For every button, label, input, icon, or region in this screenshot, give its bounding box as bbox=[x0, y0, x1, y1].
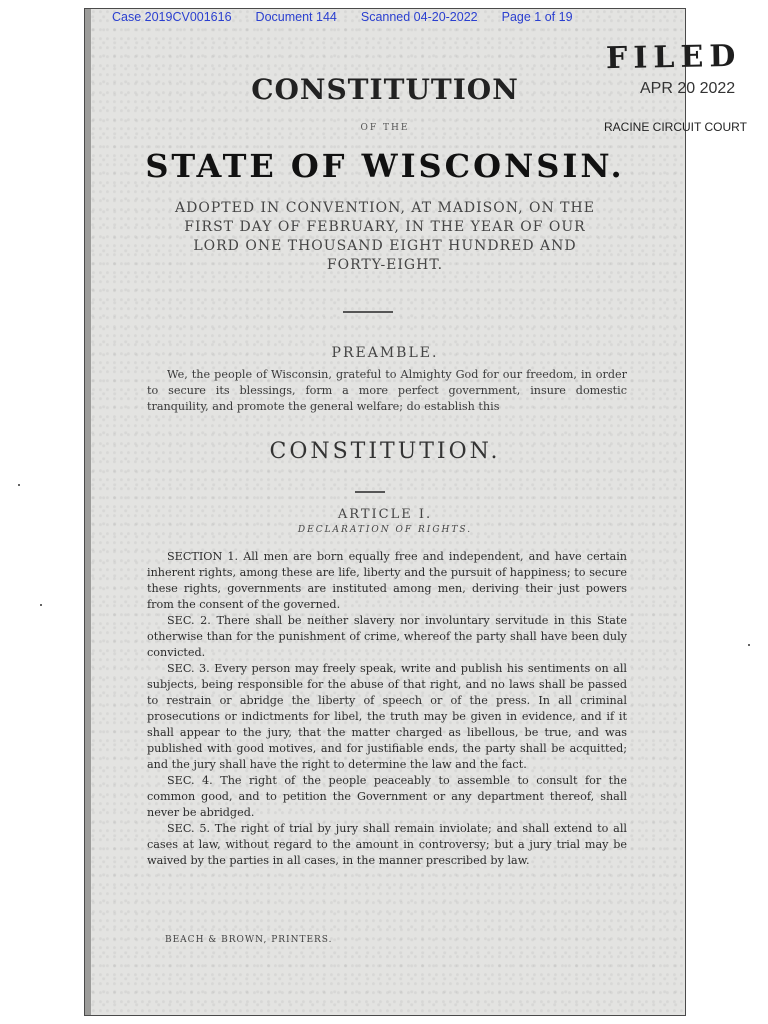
declaration-heading: DECLARATION OF RIGHTS. bbox=[297, 525, 473, 535]
preamble-heading: PREAMBLE. bbox=[331, 345, 439, 361]
scan-speck bbox=[748, 644, 750, 646]
printer-imprint: BEACH & BROWN, PRINTERS. bbox=[165, 935, 333, 945]
divider-rule bbox=[355, 491, 385, 493]
state-title: STATE OF WISCONSIN. bbox=[145, 147, 625, 185]
article-body bbox=[147, 549, 627, 869]
filed-court: RACINE CIRCUIT COURT bbox=[604, 120, 747, 134]
article-heading: ARTICLE I. bbox=[337, 507, 433, 522]
page-indicator: Page 1 of 19 bbox=[501, 10, 573, 24]
scanned-date: Scanned 04-20-2022 bbox=[360, 10, 478, 24]
scanned-page bbox=[84, 8, 686, 1016]
section-5: SEC. 5. The right of trial by jury shall remain inviolate; and shall extend to all cases at law, without regard to the amount in controversy; but a jury trial may be waived by the parties in all cases, in the manner prescribed by law. bbox=[147, 822, 627, 867]
constitution-heading: CONSTITUTION. bbox=[269, 439, 501, 464]
adoption-statement: ADOPTED IN CONVENTION, AT MADISON, ON THE FIRST DAY OF FEBRUARY, IN THE YEAR OF OUR LORD ONE THOUSAND EIGHT HUNDRED AND FORTY-EIGHT. bbox=[175, 200, 595, 273]
efiling-header-stamp bbox=[112, 10, 573, 24]
scan-speck bbox=[18, 484, 20, 486]
divider-rule bbox=[343, 311, 393, 313]
document-number: Document 144 bbox=[255, 10, 337, 24]
of-the-caption: OF THE bbox=[360, 123, 410, 133]
document-content bbox=[85, 9, 685, 1015]
section-2: SEC. 2. There shall be neither slavery nor involuntary servitude in this State otherwise than for the punishment of crime, whereof the party shall have been duly convicted. bbox=[147, 614, 627, 659]
section-1: SECTION 1. All men are born equally free and independent, and have certain inherent rights, among these are life, liberty and the pursuit of happiness; to secure these rights, governments are instituted among men, deriving their just powers from the consent of the governed. bbox=[147, 550, 627, 611]
document-title: CONSTITUTION bbox=[251, 73, 519, 106]
case-number: Case 2019CV001616 bbox=[112, 10, 232, 24]
filed-stamp: FILED bbox=[605, 38, 742, 77]
preamble-text: We, the people of Wisconsin, grateful to Almighty God for our freedom, in order to secure its blessings, form a more perfect government, insure domestic tranquility, and promote the general welfare; do establish this bbox=[147, 368, 627, 413]
filed-date: APR 20 2022 bbox=[640, 80, 736, 97]
scan-speck bbox=[40, 604, 42, 606]
section-3: SEC. 3. Every person may freely speak, write and publish his sentiments on all subjects, being responsible for the abuse of that right, and no laws shall be passed to restrain or abridge the liberty of speech or of the press. In all criminal prosecutions or indictments for libel, the truth may be given in evidence, and if it shall appear to the jury, that the matter charged as libellous, be true, and was published with good motives, and for justifiable ends, the party shall be acquitted; and the jury shall have the right to determine the law and the fact. bbox=[147, 662, 627, 771]
section-4: SEC. 4. The right of the people peaceably to assemble to consult for the common good, and to petition the Government or any department thereof, shall never be abridged. bbox=[147, 774, 627, 819]
